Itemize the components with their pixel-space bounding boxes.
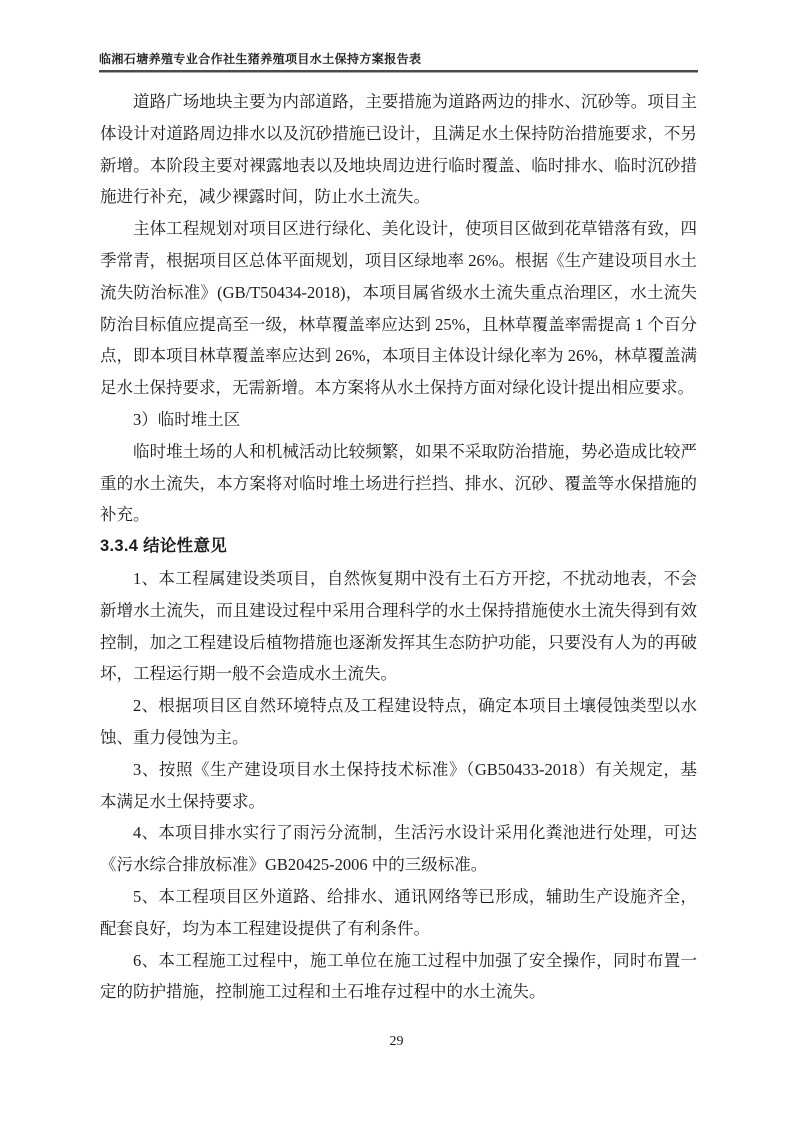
section-heading-conclusions: 3.3.4 结论性意见 — [100, 537, 228, 556]
paragraph-greening-plan: 主体工程规划对项目区进行绿化、美化设计，使项目区做到花草错落有致，四季常青，根据项目区总体平面规划，项目区绿地率 26%。根据《生产建设项目水土流失防治标准》(GB/T50434-2018)，本项目属省级水土流失重点治理区，水土流失防治目标值应提高至一级，林草覆盖率应达到 25%，且林草覆盖率需提高 1 个百分点，即本项目林草覆盖率应达到 26%，本项目主体设计绿化率为 26%，林草覆盖满足水土保持要求，无需新增。本方案将从水土保持方面对绿化设计提出相应要求。 — [100, 219, 697, 398]
conclusion-item-5: 5、本工程项目区外道路、给排水、通讯网络等已形成，辅助生产设施齐全，配套良好，均为本工程建设提供了有利条件。 — [100, 886, 697, 938]
document-body — [100, 86, 697, 1008]
conclusion-item-2: 2、根据项目区自然环境特点及工程建设特点，确定本项目土壤侵蚀类型以水蚀、重力侵蚀为主。 — [100, 696, 697, 747]
page-number: 29 — [389, 1034, 404, 1049]
conclusion-item-3: 3、按照《生产建设项目水土保持技术标准》（GB50433-2018）有关规定，基本满足水土保持要求。 — [100, 759, 697, 811]
header-rule — [99, 70, 698, 73]
paragraph-road-plaza: 道路广场地块主要为内部道路，主要措施为道路两边的排水、沉砂等。项目主体设计对道路周边排水以及沉砂措施已设计，且满足水土保持防治措施要求，不另新增。本阶段主要对裸露地表以及地块周边进行临时覆盖、临时排水、临时沉砂措施进行补充，减少裸露时间，防止水土流失。 — [100, 92, 697, 207]
conclusion-item-6: 6、本工程施工过程中，施工单位在施工过程中加强了安全操作，同时布置一定的防护措施，控制施工过程和土石堆存过程中的水土流失。 — [100, 950, 697, 1002]
conclusion-item-1: 1、本工程属建设类项目，自然恢复期中没有土石方开挖，不扰动地表，不会新增水土流失，而且建设过程中采用合理科学的水土保持措施使水土流失得到有效控制，加之工程建设后植物措施也逐渐发挥其生态防护功能，只要没有人为的再破坏，工程运行期一般不会造成水土流失。 — [100, 568, 697, 684]
conclusion-item-4: 4、本项目排水实行了雨污分流制，生活污水设计采用化粪池进行处理，可达《污水综合排放标准》GB20425-2006 中的三级标准。 — [100, 823, 697, 875]
list-item-temp-soil-area: 3）临时堆土区 — [133, 409, 241, 429]
paragraph-temp-soil-detail: 临时堆土场的人和机械活动比较频繁，如果不采取防治措施，势必造成比较严重的水土流失，本方案将对临时堆土场进行拦挡、排水、沉砂、覆盖等水保措施的补充。 — [100, 441, 697, 525]
running-header-title: 临湘石塘养殖专业合作社生猪养殖项目水土保持方案报告表 — [99, 52, 422, 66]
